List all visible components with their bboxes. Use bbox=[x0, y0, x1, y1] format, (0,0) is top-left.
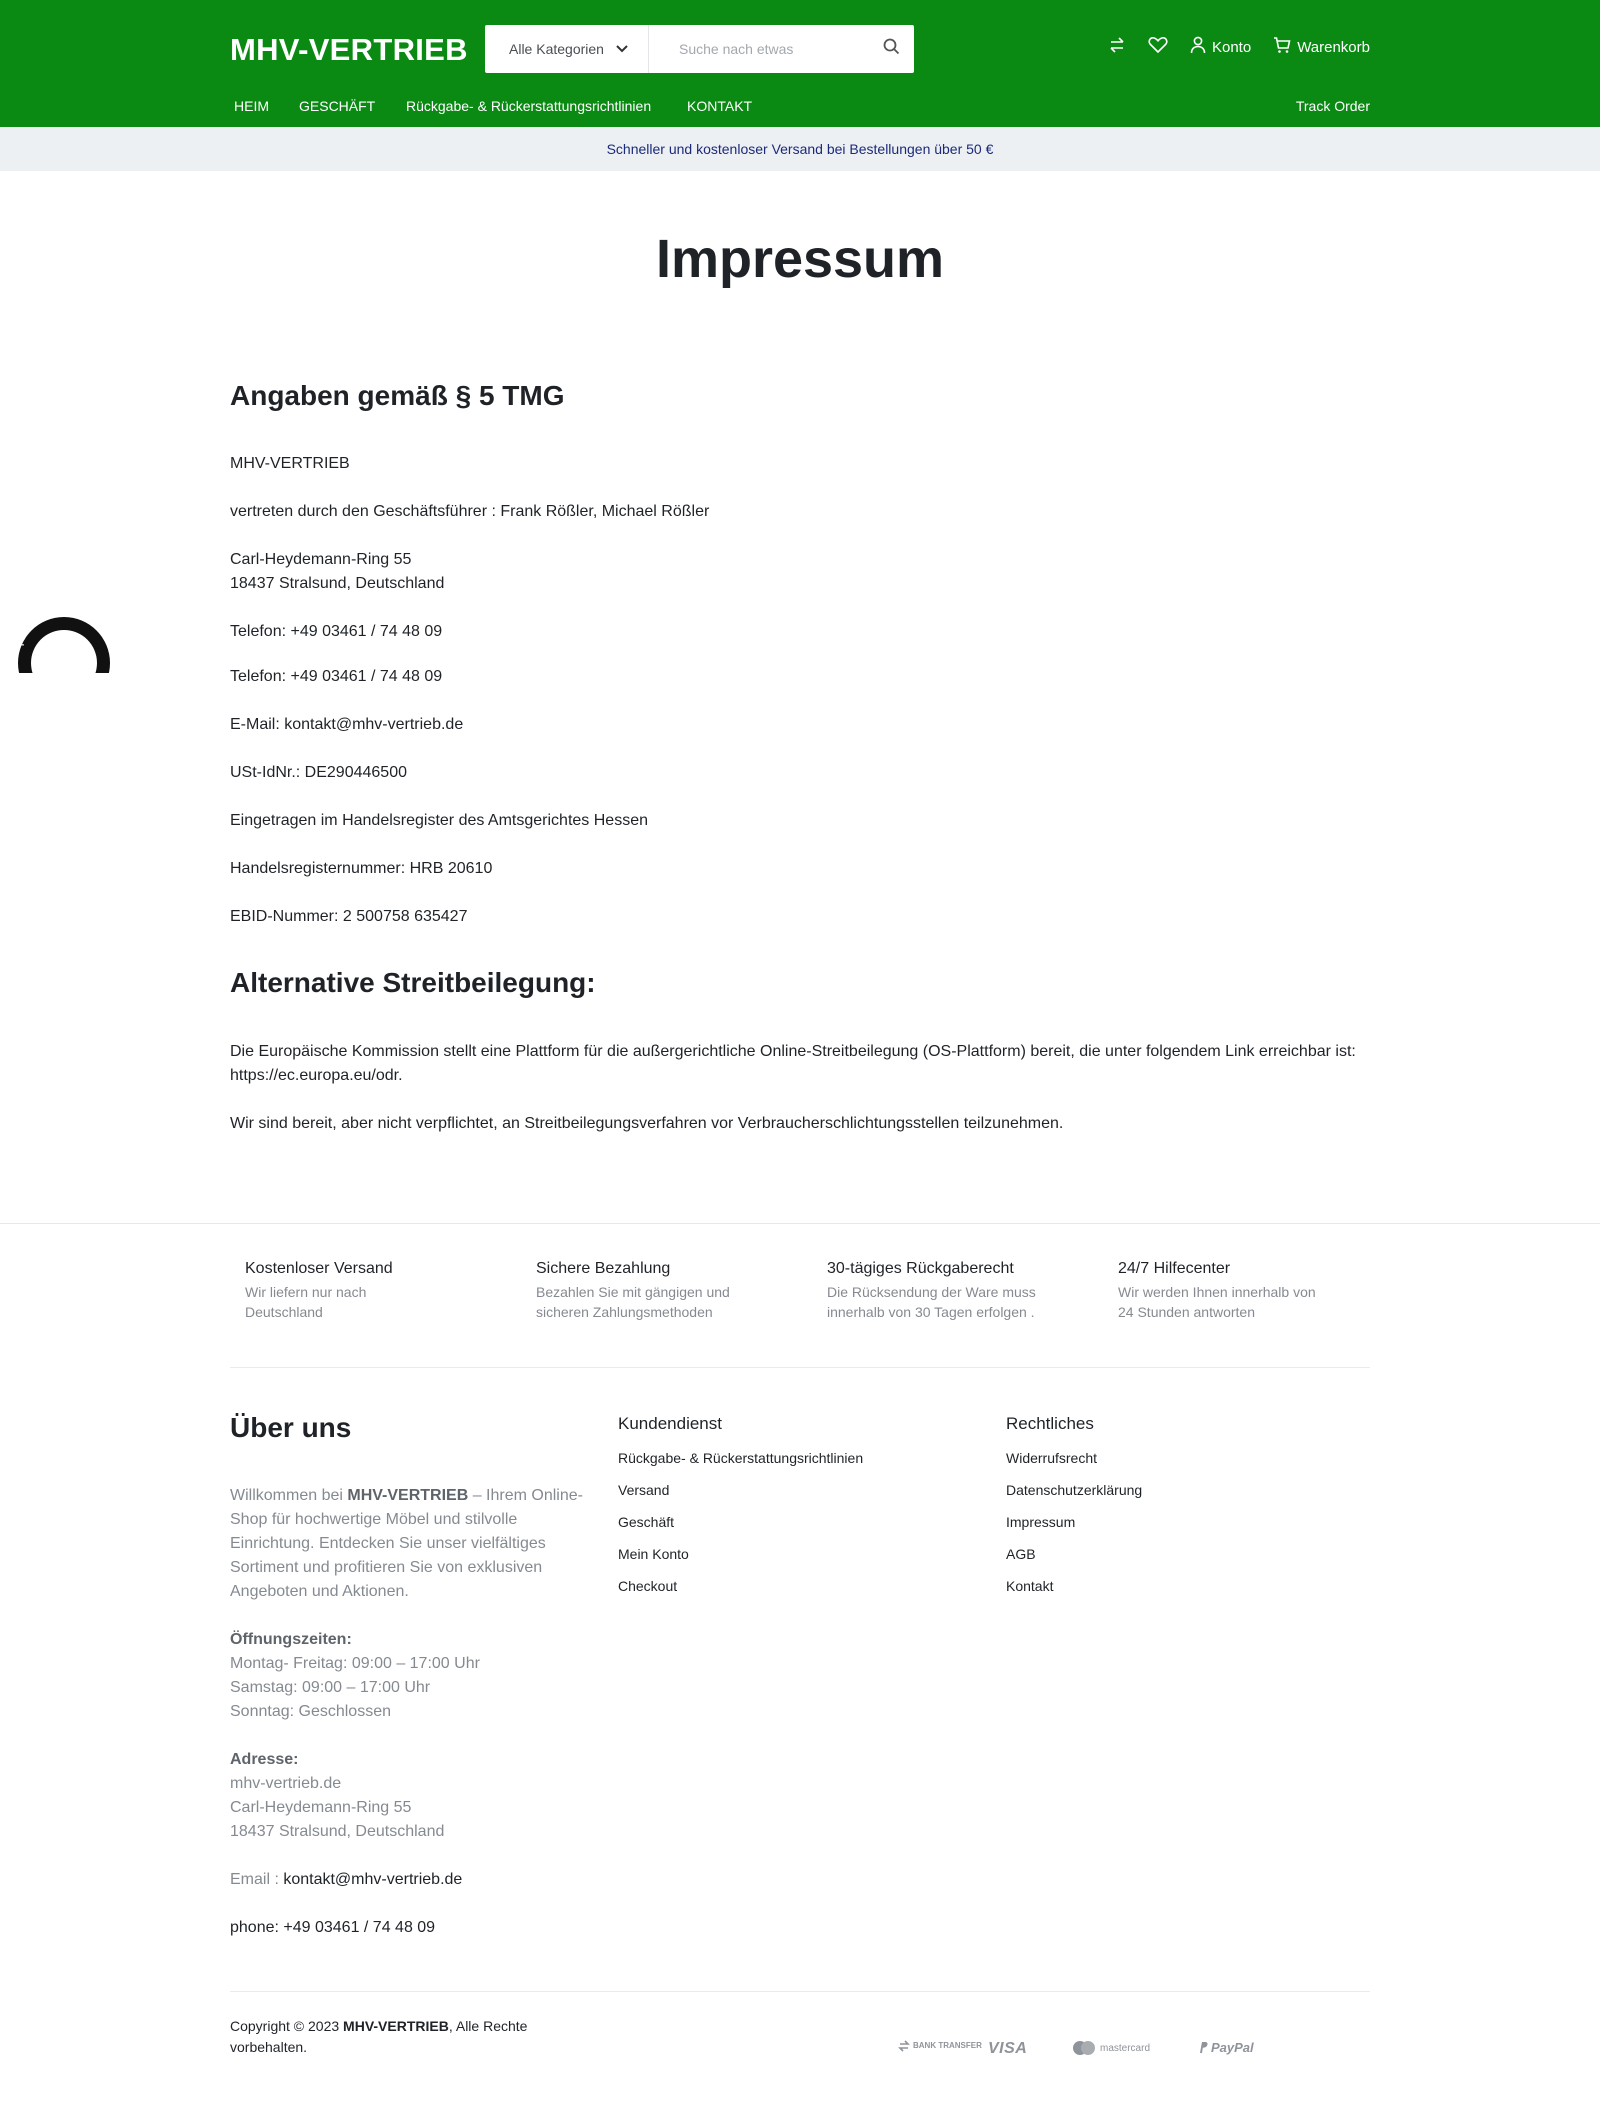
footer-email-label: Email : bbox=[230, 1871, 284, 1888]
feature-desc: Bezahlen Sie mit gängigen und sicheren Zahlungsmethoden bbox=[536, 1284, 730, 1320]
divider bbox=[230, 1367, 1370, 1368]
feature-desc: Wir liefern nur nach Deutschland bbox=[245, 1284, 367, 1320]
search-button[interactable] bbox=[868, 25, 914, 73]
section-heading-tmg: Angaben gemäß § 5 TMG bbox=[230, 380, 565, 411]
email-line bbox=[230, 713, 463, 737]
feature-title: Kostenloser Versand bbox=[245, 1260, 393, 1277]
hours-sunday: Sonntag: Geschlossen bbox=[230, 1703, 391, 1720]
copyright-brand: MHV-VERTRIEB bbox=[343, 2018, 449, 2034]
compare-button[interactable] bbox=[1108, 36, 1126, 58]
ebid-number: EBID-Nummer: 2 500758 635427 bbox=[230, 908, 468, 925]
chevron-down-icon bbox=[616, 42, 630, 56]
address-street: Carl-Heydemann-Ring 55 bbox=[230, 551, 412, 568]
service-link-checkout[interactable]: Checkout bbox=[618, 1578, 678, 1594]
site-header bbox=[0, 0, 1600, 127]
divider bbox=[230, 1991, 1370, 1992]
address-street: Carl-Heydemann-Ring 55 bbox=[230, 1799, 412, 1816]
payment-paypal-label: PayPal bbox=[1211, 2040, 1254, 2055]
announcement-text: Schneller und kostenloser Versand bei Bestellungen über 50 € bbox=[606, 141, 994, 157]
copyright-pre: Copyright © 2023 bbox=[230, 2018, 344, 2034]
nav-item-contact[interactable]: KONTAKT bbox=[687, 98, 753, 114]
dispute-text: Die Europäische Kommission stellt eine Plattform für die außergerichtliche Online-Streitbeilegung (OS-Plattform) bereit, die unter folgendem Link erreichbar ist: bbox=[230, 1043, 1356, 1060]
legal-link-terms[interactable]: AGB bbox=[1006, 1546, 1036, 1562]
about-post: – Ihrem Online-Shop für hochwertige Möbel und stilvolle Einrichtung. Entdecken Sie unser vielfältiges Sortiment und profitieren Sie von exklusiven Angeboten und Aktionen. bbox=[230, 1487, 583, 1600]
service-column-title: Kundendienst bbox=[618, 1414, 722, 1433]
category-select-label: Alle Kategorien bbox=[509, 41, 604, 57]
phone-line-1: Telefon: +49 03461 / 74 48 09 bbox=[230, 623, 443, 640]
feature-desc: Die Rücksendung der Ware muss innerhalb von 30 Tagen erfolgen . bbox=[827, 1284, 1036, 1320]
guarantee-badge[interactable] bbox=[14, 613, 114, 647]
account-button[interactable] bbox=[1190, 36, 1251, 58]
nav-item-home[interactable]: HEIM bbox=[234, 98, 269, 114]
address-city: 18437 Stralsund, Deutschland bbox=[230, 575, 445, 592]
mastercard-icon bbox=[1072, 2040, 1150, 2056]
vat-id: USt-IdNr.: DE290446500 bbox=[230, 764, 407, 781]
feature-helpcenter bbox=[1118, 1260, 1338, 1322]
bank-transfer-icon bbox=[898, 2040, 982, 2052]
payment-visa-label: VISA bbox=[988, 2040, 1028, 2057]
announcement-bar bbox=[0, 127, 1600, 171]
search-icon bbox=[883, 38, 900, 60]
nav-item-shop[interactable]: GESCHÄFT bbox=[299, 98, 376, 114]
feature-free-shipping bbox=[245, 1260, 465, 1322]
cart-label: Warenkorb bbox=[1297, 38, 1370, 56]
search-bar bbox=[485, 25, 914, 73]
legal-link-contact[interactable]: Kontakt bbox=[1006, 1578, 1054, 1594]
address-domain: mhv-vertrieb.de bbox=[230, 1775, 342, 1792]
visa-icon bbox=[988, 2040, 1027, 2058]
feature-title: 24/7 Hilfecenter bbox=[1118, 1260, 1231, 1277]
hours-saturday: Samstag: 09:00 – 17:00 Uhr bbox=[230, 1679, 431, 1696]
main-nav bbox=[0, 96, 1600, 127]
payment-bank-label: BANK TRANSFER bbox=[913, 2041, 982, 2050]
about-text bbox=[230, 1484, 590, 1604]
footer-email-link[interactable]: kontakt@mhv-vertrieb.de bbox=[283, 1871, 463, 1888]
email-label: E-Mail: bbox=[230, 716, 285, 733]
compare-arrows-icon bbox=[1108, 36, 1126, 58]
footer-phone-text: phone: +49 03461 / 74 48 09 bbox=[230, 1919, 436, 1936]
register-court: Eingetragen im Handelsregister des Amtsgerichtes Hessen bbox=[230, 812, 648, 829]
address-label: Adresse: bbox=[230, 1751, 299, 1768]
nav-item-returns[interactable]: Rückgabe- & Rückerstattungsrichtlinien bbox=[406, 98, 652, 114]
cart-icon bbox=[1273, 36, 1291, 58]
address-city: 18437 Stralsund, Deutschland bbox=[230, 1823, 445, 1840]
cart-button[interactable] bbox=[1273, 36, 1370, 58]
search-input[interactable] bbox=[649, 25, 868, 73]
footer-address bbox=[230, 1748, 590, 1844]
legal-link-withdrawal[interactable]: Widerrufsrecht bbox=[1006, 1450, 1098, 1466]
dispute-end: . bbox=[398, 1067, 403, 1084]
feature-title: 30-tägiges Rückgaberecht bbox=[827, 1260, 1014, 1277]
representatives: vertreten durch den Geschäftsführer : Frank Rößler, Michael Rößler bbox=[230, 503, 710, 520]
copyright-post: , Alle Rechte vorbehalten. bbox=[230, 2018, 528, 2055]
page-title: Impressum bbox=[655, 229, 945, 289]
site-logo[interactable]: MHV-VERTRIEB bbox=[230, 32, 468, 67]
hours-weekdays: Montag- Freitag: 09:00 – 17:00 Uhr bbox=[230, 1655, 480, 1672]
user-icon bbox=[1190, 36, 1206, 58]
payment-mastercard-label: mastercard bbox=[1100, 2042, 1151, 2054]
heart-icon bbox=[1148, 36, 1168, 58]
odr-link[interactable]: https://ec.europa.eu/odr bbox=[230, 1067, 399, 1084]
register-number: Handelsregisternummer: HRB 20610 bbox=[230, 860, 493, 877]
legal-link-imprint[interactable]: Impressum bbox=[1006, 1514, 1076, 1530]
paypal-icon bbox=[1198, 2040, 1254, 2055]
dispute-paragraph-2: Wir sind bereit, aber nicht verpflichtet, an Streitbeilegungsverfahren vor Verbraucherschlichtungsstellen teilzunehmen. bbox=[230, 1115, 1064, 1132]
legal-link-privacy[interactable]: Datenschutzerklärung bbox=[1006, 1482, 1143, 1498]
legal-column-title: Rechtliches bbox=[1006, 1414, 1094, 1433]
header-actions bbox=[1086, 36, 1370, 58]
features-strip bbox=[0, 1223, 1600, 1320]
opening-hours bbox=[230, 1628, 590, 1724]
service-link-returns[interactable]: Rückgabe- & Rückerstattungsrichtlinien bbox=[618, 1450, 864, 1466]
wishlist-button[interactable] bbox=[1148, 36, 1168, 58]
about-brand: MHV-VERTRIEB bbox=[347, 1487, 469, 1504]
copyright bbox=[230, 2016, 560, 2058]
feature-desc: Wir werden Ihnen innerhalb von 24 Stunden antworten bbox=[1118, 1284, 1316, 1320]
about-title: Über uns bbox=[230, 1412, 352, 1443]
footer-email bbox=[230, 1868, 590, 1892]
email-link[interactable]: kontakt@mhv-vertrieb.de bbox=[284, 716, 464, 733]
hours-label: Öffnungszeiten: bbox=[230, 1631, 352, 1648]
footer-phone bbox=[230, 1916, 590, 1940]
phone-line-2: Telefon: +49 03461 / 74 48 09 bbox=[230, 668, 443, 685]
service-link-account[interactable]: Mein Konto bbox=[618, 1546, 689, 1562]
section-heading-dispute: Alternative Streitbeilegung: bbox=[230, 967, 596, 998]
about-pre: Willkommen bei bbox=[230, 1487, 348, 1504]
category-select[interactable] bbox=[485, 25, 649, 73]
company-name: MHV-VERTRIEB bbox=[230, 455, 350, 472]
account-label: Konto bbox=[1211, 38, 1252, 56]
guarantee-badge-text: FÜR GAR bbox=[16, 613, 41, 647]
service-link-shipping[interactable]: Versand bbox=[618, 1482, 670, 1498]
feature-secure-payment bbox=[536, 1260, 756, 1322]
dispute-paragraph bbox=[230, 1040, 1370, 1088]
feature-returns bbox=[827, 1260, 1047, 1322]
track-order-link[interactable]: Track Order bbox=[1295, 98, 1370, 114]
feature-title: Sichere Bezahlung bbox=[536, 1260, 671, 1277]
service-link-shop[interactable]: Geschäft bbox=[618, 1514, 675, 1530]
